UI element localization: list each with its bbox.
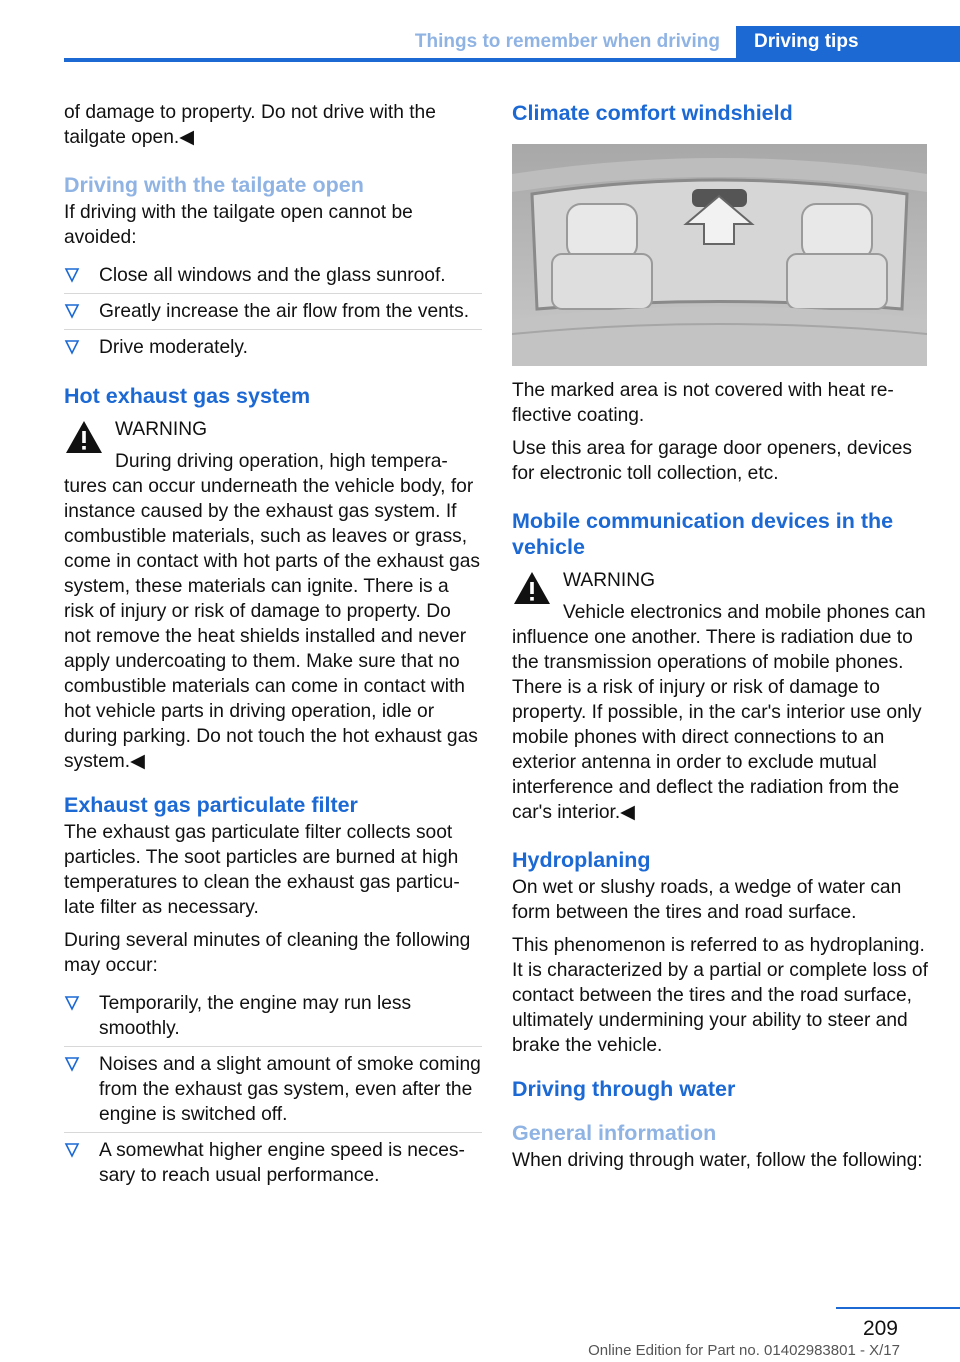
particulate-list	[64, 986, 482, 1193]
list-item	[64, 258, 482, 294]
warning-block	[512, 568, 930, 825]
header-rule	[64, 58, 960, 62]
hydroplaning-heading: Hydroplaning	[512, 848, 651, 872]
climate-text-1: The marked area is not covered with heat reflective coating.	[512, 380, 894, 426]
edition-note: Online Edition for Part no. 01402983801 - X/17	[588, 1342, 900, 1359]
list-item-text: Greatly increase the air flow from the vents.	[99, 301, 470, 322]
triangle-bullet-icon	[64, 301, 80, 321]
mobile-heading: Mobile communication devices in the vehicle	[512, 509, 894, 559]
list-item	[64, 330, 482, 365]
list-item-text: Noises and a slight amount of smoke coming from the exhaust gas system, even after the engine is switched off.	[99, 1054, 481, 1125]
list-item	[64, 986, 482, 1047]
list-item	[64, 1133, 482, 1193]
list-item-text: Drive moderately.	[99, 337, 248, 358]
windshield-illustration	[512, 144, 927, 366]
particulate-text-1: The exhaust gas particulate filter collects soot particles. The soot particles are burned at high temperatures to clean the exhaust gas particulate filter as necessary.	[64, 822, 460, 918]
warning-triangle-icon	[512, 570, 552, 606]
page-number: 209	[862, 1317, 898, 1340]
tailgate-list	[64, 258, 482, 365]
list-item	[64, 1047, 482, 1133]
climate-text-2: Use this area for garage door openers, devices for electronic toll collection, etc.	[512, 438, 912, 484]
section-tab: Driving tips	[736, 26, 960, 58]
triangle-bullet-icon	[64, 265, 80, 285]
warning-title: WARNING	[563, 570, 656, 591]
left-column	[64, 100, 482, 1197]
list-item	[64, 294, 482, 330]
footer-rule	[836, 1307, 960, 1309]
list-item-text: Temporarily, the engine may run less smoothly.	[99, 993, 412, 1039]
intro-paragraph: of damage to property. Do not drive with the tailgate open.◀	[64, 102, 436, 148]
page-header	[0, 0, 960, 64]
list-item-text: Close all windows and the glass sunroof.	[99, 265, 446, 286]
particulate-heading: Exhaust gas particulate filter	[64, 793, 358, 817]
water-heading: Driving through water	[512, 1077, 736, 1101]
hot-exhaust-heading: Hot exhaust gas system	[64, 384, 311, 408]
list-item-text: A somewhat higher engine speed is necessary to reach usual performance.	[99, 1140, 465, 1186]
triangle-bullet-icon	[64, 1140, 80, 1160]
warning-text: During driving operation, high temperatures can occur underneath the vehicle body, for instance caused by the exhaust gas system. If combustible materials, such as leaves or grass, come in contact with hot parts of the exhaust gas system, these materials can ignite. There is a risk of injury or risk of damage to property. Do not remove the heat shields installed and never apply undercoating to them. Make sure that no combustible materials can come in contact with hot vehicle parts in driving operation, idle or during parking. Do not touch the hot exhaust gas system.◀	[64, 451, 480, 772]
triangle-bullet-icon	[64, 337, 80, 357]
tailgate-heading: Driving with the tailgate open	[64, 173, 364, 197]
warning-text: Vehicle electronics and mobile phones can influence one another. There is radiation due to the transmission operations of mobile phones. There is a risk of injury or risk of damage to property. If possible, in the car's interior use only mobile phones with direct connections to an exterior antenna in order to exclude mutual interference and deflect the radiation from the car's interior.◀	[512, 602, 926, 823]
chapter-title: Things to remember when driving	[414, 31, 720, 52]
tailgate-text: If driving with the tailgate open cannot be avoided:	[64, 202, 413, 248]
general-info-heading: General information	[512, 1121, 717, 1145]
warning-triangle-icon	[64, 419, 104, 455]
triangle-bullet-icon	[64, 993, 80, 1013]
water-text: When driving through water, follow the following:	[512, 1150, 923, 1171]
climate-heading: Climate comfort windshield	[512, 101, 793, 125]
right-column	[512, 100, 930, 1181]
triangle-bullet-icon	[64, 1054, 80, 1074]
hydroplaning-text-1: On wet or slushy roads, a wedge of water can form between the tires and road surface.	[512, 877, 902, 923]
hydroplaning-text-2: This phenomenon is referred to as hydroplaning. It is characterized by a partial or complete loss of contact between the tires and the road surface, ultimately undermining your ability to steer and brake the vehicle.	[512, 935, 928, 1056]
warning-block	[64, 417, 482, 774]
particulate-text-2: During several minutes of cleaning the following may occur:	[64, 930, 471, 976]
warning-title: WARNING	[115, 419, 208, 440]
